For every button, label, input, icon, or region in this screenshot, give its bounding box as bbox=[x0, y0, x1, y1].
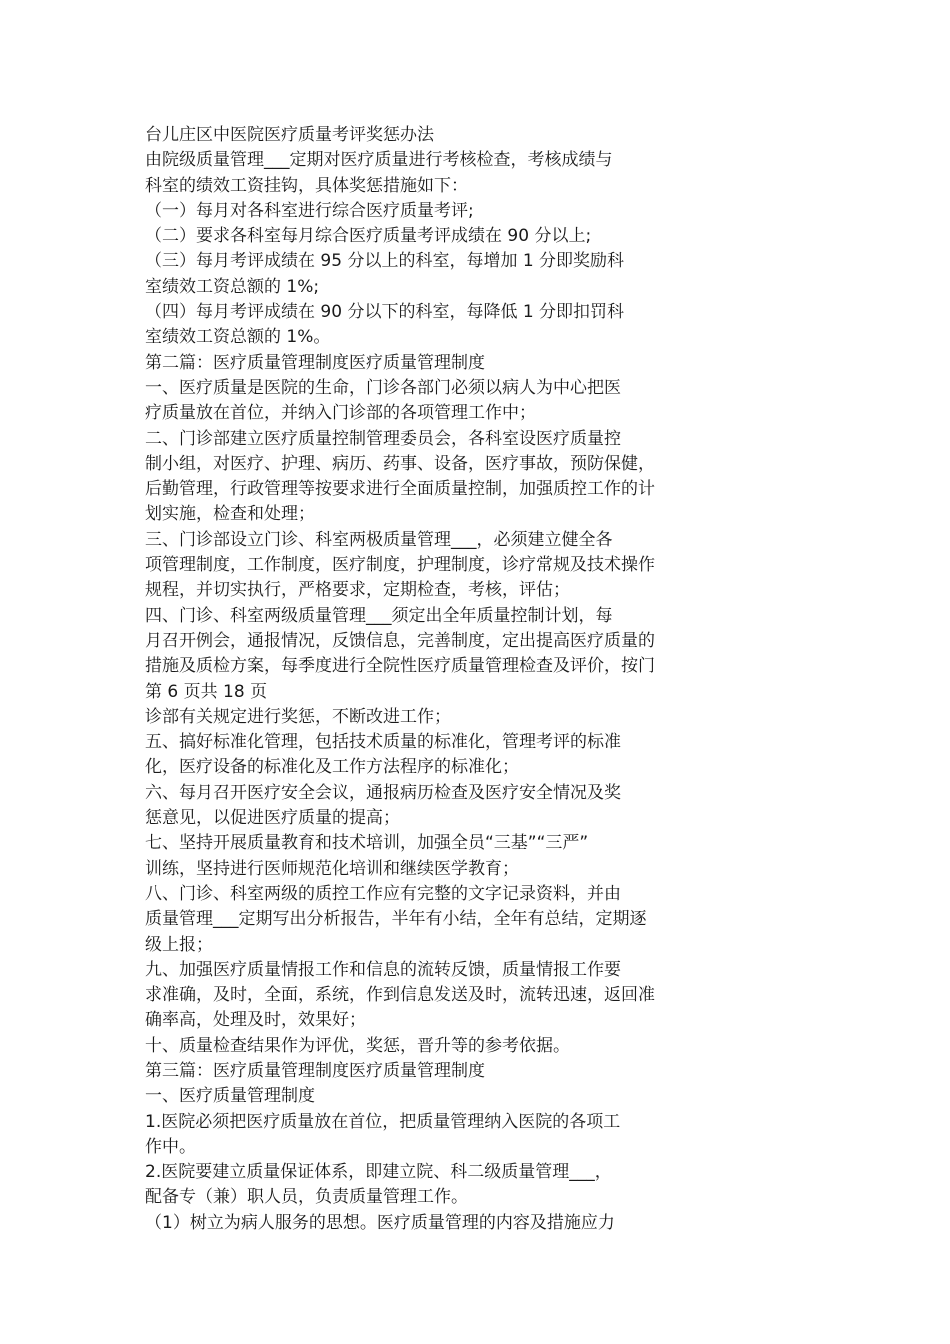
text-line: （一）每月对各科室进行综合医疗质量考评; bbox=[145, 200, 474, 221]
text-line: 七、坚持开展质量教育和技术培训，加强全员“三基”“三严” bbox=[145, 833, 589, 854]
text-line: （二）要求各科室每月综合医疗质量考评成绩在 90 分以上; bbox=[145, 226, 592, 247]
text-line: 后勤管理，行政管理等按要求进行全面质量控制，加强质控工作的计 bbox=[145, 479, 655, 500]
text-line: 疗质量放在首位，并纳入门诊部的各项管理工作中； bbox=[145, 403, 536, 424]
text-line: （1）树立为病人服务的思想。医疗质量管理的内容及措施应力 bbox=[145, 1212, 615, 1233]
text-line: 惩意见，以促进医疗质量的提高； bbox=[145, 808, 400, 829]
text-line: 措施及质检方案，每季度进行全院性医疗质量管理检查及评价，按门 bbox=[145, 656, 655, 677]
text-line: 配备专（兼）职人员，负责质量管理工作。 bbox=[145, 1187, 468, 1208]
text-line: （三）每月考评成绩在 95 分以上的科室，每增加 1 分即奖励科 bbox=[145, 251, 625, 272]
document-body bbox=[145, 123, 745, 1236]
text-line: 三、门诊部设立门诊、科室两极质量管理___，必须建立健全各 bbox=[145, 529, 613, 550]
text-line: 质量管理___定期写出分析报告，半年有小结，全年有总结，定期逐 bbox=[145, 909, 647, 930]
text-line: 2.医院要建立质量保证体系，即建立院、科二级质量管理___， bbox=[145, 1162, 612, 1183]
text-line: 级上报； bbox=[145, 934, 213, 955]
text-line: 制小组，对医疗、护理、病历、药事、设备，医疗事故，预防保健， bbox=[145, 453, 655, 474]
text-line: 诊部有关规定进行奖惩，不断改进工作； bbox=[145, 706, 451, 727]
document-title: 台儿庄区中医院医疗质量考评奖惩办法 bbox=[145, 125, 434, 145]
text-line: 作中。 bbox=[145, 1136, 196, 1157]
text-line: 求准确，及时，全面，系统，作到信息发送及时，流转迅速，返回准 bbox=[145, 985, 655, 1006]
text-line: 二、门诊部建立医疗质量控制管理委员会，各科室设医疗质量控 bbox=[145, 428, 621, 449]
text-line: 确率高，处理及时，效果好； bbox=[145, 1010, 366, 1031]
text-line: 训练，坚持进行医师规范化培训和继续医学教育； bbox=[145, 858, 519, 879]
text-line: 化，医疗设备的标准化及工作方法程序的标准化； bbox=[145, 757, 519, 778]
text-line: 四、门诊、科室两级质量管理___须定出全年质量控制计划，每 bbox=[145, 605, 613, 626]
section-heading: 第三篇：医疗质量管理制度医疗质量管理制度 bbox=[145, 1060, 485, 1081]
text-line: 六、每月召开医疗安全会议，通报病历检查及医疗安全情况及奖 bbox=[145, 782, 621, 803]
section-heading: 第二篇：医疗质量管理制度医疗质量管理制度 bbox=[145, 352, 485, 373]
text-line: 项管理制度，工作制度，医疗制度，护理制度，诊疗常规及技术操作 bbox=[145, 555, 655, 576]
text-line: 划实施，检查和处理； bbox=[145, 504, 315, 525]
text-line: 科室的绩效工资挂钩，具体奖惩措施如下： bbox=[145, 175, 468, 196]
text-line: 规程，并切实执行，严格要求，定期检查，考核，评估； bbox=[145, 580, 570, 601]
subsection-heading: 一、医疗质量管理制度 bbox=[145, 1086, 315, 1107]
text-line: 一、医疗质量是医院的生命，门诊各部门必须以病人为中心把医 bbox=[145, 377, 621, 398]
text-line: 五、搞好标准化管理，包括技术质量的标准化，管理考评的标准 bbox=[145, 732, 621, 753]
text-line: 由院级质量管理___定期对医疗质量进行考核检查，考核成绩与 bbox=[145, 150, 613, 171]
text-line: 九、加强医疗质量情报工作和信息的流转反馈，质量情报工作要 bbox=[145, 959, 621, 980]
text-line: 室绩效工资总额的 1%; bbox=[145, 276, 320, 297]
text-line: 十、质量检查结果作为评优，奖惩，晋升等的参考依据。 bbox=[145, 1035, 570, 1056]
text-line: 室绩效工资总额的 1%。 bbox=[145, 327, 331, 348]
text-line: 月召开例会，通报情况，反馈信息，完善制度，定出提高医疗质量的 bbox=[145, 630, 655, 651]
page-number: 第 6 页共 18 页 bbox=[145, 681, 268, 702]
text-line: （四）每月考评成绩在 90 分以下的科室，每降低 1 分即扣罚科 bbox=[145, 302, 625, 323]
text-line: 八、门诊、科室两级的质控工作应有完整的文字记录资料，并由 bbox=[145, 883, 621, 904]
text-line: 1.医院必须把医疗质量放在首位，把质量管理纳入医院的各项工 bbox=[145, 1111, 621, 1132]
